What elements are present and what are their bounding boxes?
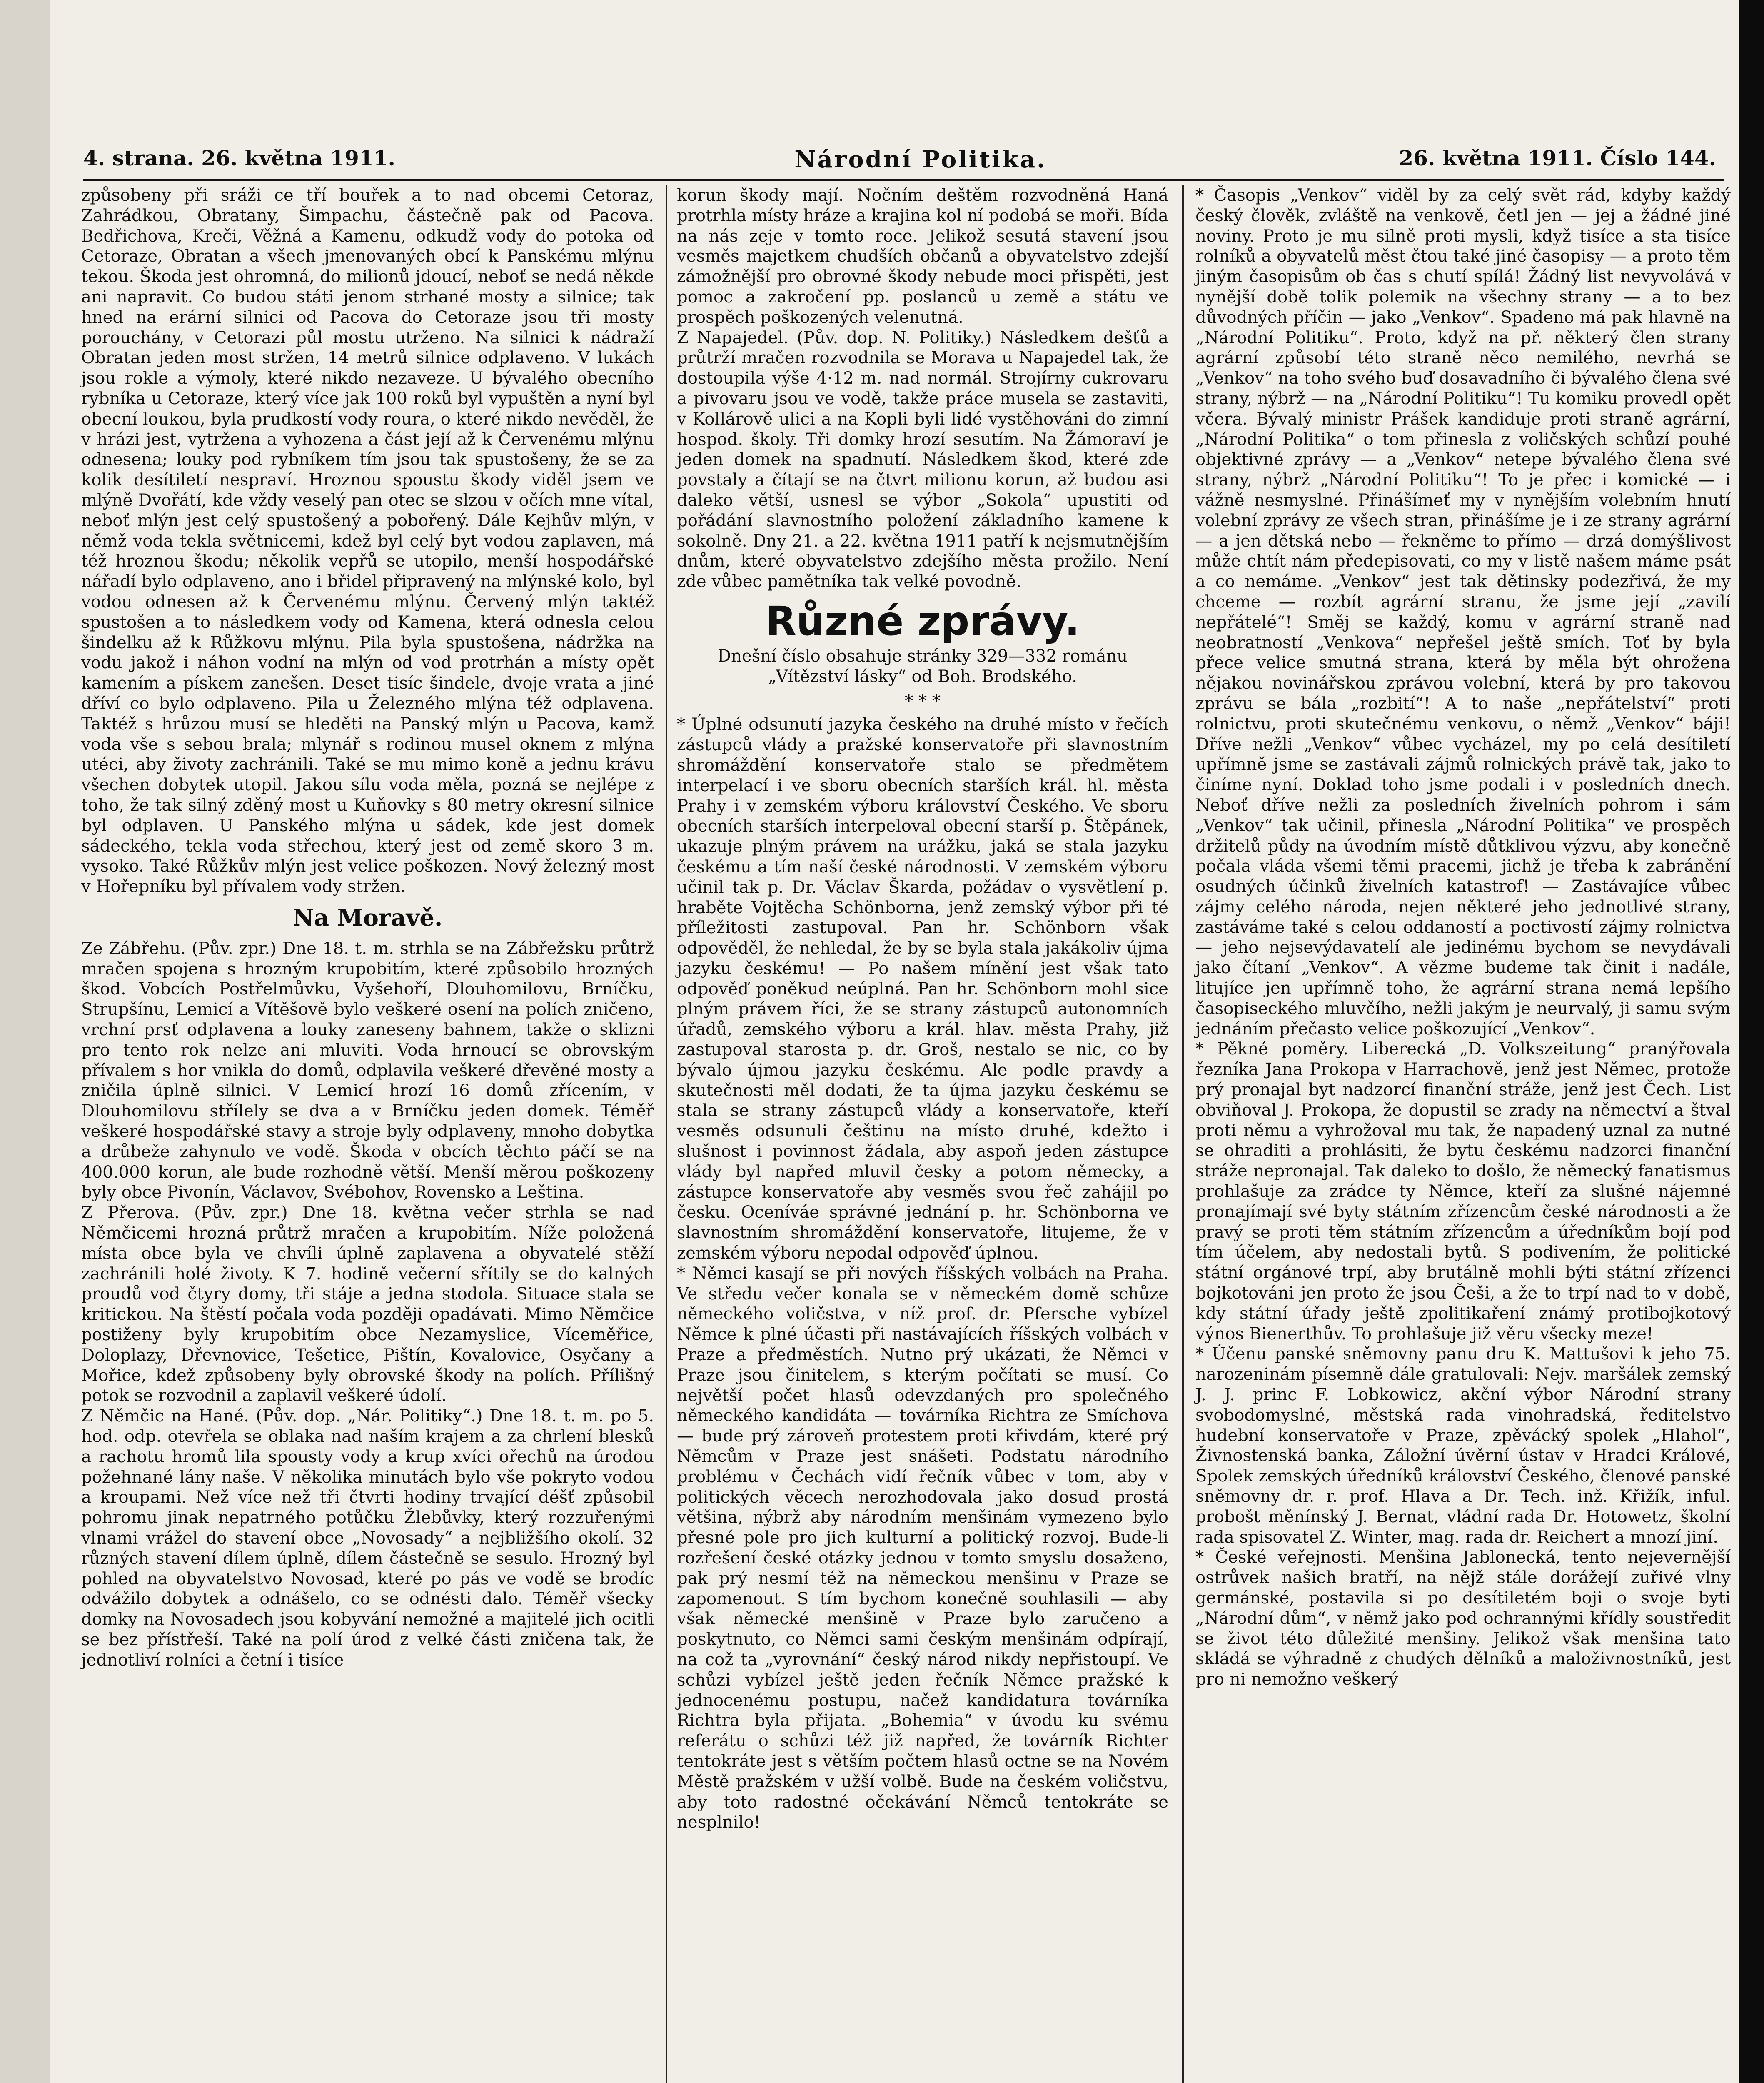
header-rule	[83, 179, 1724, 181]
page-number-date: 4. strana. 26. května 1911.	[83, 146, 395, 170]
article-paragraph: korun škody mají. Nočním deštěm rozvodněná Haná protrhla místy hráze a krajina kol ní podobá se moři. Bída na nás zeje v tomto roce. Jelikož sesutá stavení jsou vesměs majetkem chudších občanů a obyvatelstvo zdejší zámožnější pro obrovné škody nebude moci přispěti, jest pomoc a zakročení pp. poslanců u země a státu ve prospěch poškozených velenutná.	[677, 186, 1168, 327]
column-2	[677, 185, 1168, 1833]
separator-asterisks: * * *	[905, 691, 941, 711]
article-paragraph: * Úplné odsunutí jazyka českého na druhé místo v řečích zástupců vlády a pražské konservatoře při slavnostním shromáždění konservatoře stalo se předmětem interpelací i ve sboru obecních starších král. hl. města Prahy i v zemském výboru království Českého. Ve sboru obecních starších interpeloval obecní starší p. Štěpánek, ukazuje plným právem na urážku, jaká se stala jazyku českému a tím naší české národnosti. V zemském výboru učinil tak p. Dr. Václav Škarda, požádav o vysvětlení p. hraběte Vojtěcha Schönborna, jenž zemský výbor při té příležitosti zastupoval. Pan hr. Schönborn však odpověděl, že nehledal, že by se byla stala jakákoliv újma jazyku českému! — Po našem mínění jest však tato odpověď poněkud neúplná. Pan hr. Schönborn mohl sice plným právem říci, že se strany zástupců autonomních úřadů, zemského výboru a král. hlav. města Prahy, již zastupoval starosta p. dr. Groš, nestalo se nic, co by bývalo újmou jazyku českému. Ale podle pravdy a skutečnosti měl dodati, že ta újma jazyku českému se stala se strany zástupců vlády a konservatoře, kteří vesměs odsunuli češtinu na místo druhé, kdežto i slušnost i povinnost žádala, aby aspoň jeden zástupce vlády byl napřed mluvil česky a potom německy, a zástupce konservatoře aby vesměs svou řeč zahájil po česku. Oceníváe správné jednání p. hr. Schönborna ve slavnostním shromáždění konservatoře, litujeme, že v zemském výboru nepodal odpověď úplnou.	[677, 715, 1168, 1263]
issue-date-number: 26. května 1911. Číslo 144.	[1399, 146, 1716, 170]
article-paragraph: * Účenu panské sněmovny panu dru K. Mattušovi k jeho 75. narozeninám písemně dále gratulovali: Nejv. maršálek zemský J. J. princ F. Lobkowicz, akční výbor Národní strany svobodomyslné, městská rada vinohradská, ředitelstvo hudební konservatoře v Praze, zpěvácký spolek „Hlahol“, Živnostenská banka, Záložní úvěrní ústav v Hradci Králové, Spolek zemských úředníků království Českého, členové panské sněmovny dr. r. prof. Hlava a Dr. Tech. inž. Křižík, inful. probošt měnínský J. Bernat, vládní rada Dr. Hotowetz, školní rada spisovatel Z. Winter, mag. rada dr. Reichert a mnozí jiní.	[1195, 1344, 1731, 1547]
article-paragraph: způsobeny při sráži ce tří bouřek a to nad obcemi Cetoraz, Zahrádkou, Obratany, Šimpachu, částečně pak od Pacova. Bedřichova, Kreči, Věžná a Kamenu, odkudž vody do potoka od Cetoraze, Obratan a všech jmenovaných obcí k Panskému mlýnu tekou. Škoda jest ohromná, do milionů jdoucí, neboť se nedá někde ani napravit. Co budou státi jenom strhané mosty a silnice; tak hned na erární silnici od Pacova do Cetoraze jsou tři mosty porouchány, v Cetorazi půl mostu utrženo. Na silnici k nádraží Obratan jeden most stržen, 14 metrů silnice odplaveno. V lukách jsou rokle a výmoly, které nikdo nezaveze. U bývalého obecního rybníka u Cetoraze, který více jak 100 roků byl vypuštěn a nyní byl obecní loukou, byla prudkostí vody roura, o které nikdo nevěděl, že v hrázi jest, vytržena a vyhozena a část její až k Červenému mlýnu odnesena; louky pod rybníkem tím jsou tak spustošeny, že se za kolik desítiletí nespraví. Hroznou spoustu škody viděl jsem ve mlýně Dvořátí, kde vždy veselý pan otec se slzou v očích mne vítal, neboť mlýn jest celý spustošený a pobořený. Dále Kejhův mlýn, v němž voda tekla světnicemi, kdež byl celý byt vodou zaplaven, má též hroznou škodu; několik vepřů se utopilo, menší hospodářské nářadí bylo odplaveno, ano i břidel připravený na mlýnské kolo, byl vodou odnesen až k Červenému mlýnu. Červený mlýn taktéž spustošen a to následkem vody od Kamena, která odnesla celou šindelku až k Růžkovu mlýnu. Pila byla spustošena, nádržka na vodu jakož i náhon vodní na mlýn od vod protrhán a místy opět kamením a pískem zanešen. Deset tisíc šindele, dvoje vrata a jiné dříví co bylo odplaveno. Pila u Železného mlýna též odplavena. Taktéž s hrůzou musí se hleděti na Panský mlýn u Pacova, kamž voda vše s sebou brala; mlynář s rodinou musel oknem z mlýna utéci, aby životy zachránili. Také se mu mimo koně a jednu krávu všechen dobytek utopil. Jakou sílu voda měla, pozná se nejlépe z toho, že tak silný zděný most u Kuňovky s 80 metry okresní silnice byl odplaven. U Panského mlýna u sádek, kde jest domek sádeckého, tekla voda střechou, který jest od země skoro 3 m. vysoko. Také Růžkův mlýn jest velice poškozen. Nový železný most v Hořepníku byl přívalem vody stržen.	[81, 186, 654, 897]
article-paragraph: * Časopis „Venkov“ viděl by za celý svět rád, kdyby každý český člověk, zvláště na venkově, četl jen — jej a žádné jiné noviny. Proto je mu silně proti mysli, když tisíce a sta tisíce rolníků a obyvatelů měst čtou také jiné časopisy — a proto těm jiným časopisům ob čas s chutí spílá! Žádný list nevyvolává v nynější době tolik polemik na všechny strany — a to bez důvodných příčin — jako „Venkov“. Spadeno má pak hlavně na „Národní Politiku“. Proto, když na př. některý člen strany agrární způsobí této straně něco nemilého, nevrhá se „Venkov“ na toho svého buď dosavadního či bývalého člena své strany, nýbrž — na „Národní Politiku“! Tu komiku provedl opět včera. Bývalý ministr Prášek kandiduje proti straně agrární, „Národní Politika“ o tom přinesla z voličských schůzí pouhé objektivné zprávy — a „Venkov“ netepe bývalého člena své strany, nýbrž „Národní Politiku“! To je přec i komické — i vážně nesmyslné. Přinášímeť my v nynějším volebním hnutí volební zprávy ze všech stran, přinášíme je i ze strany agrární — a jen dětská nebo — řekněme to přímo — drzá domýšlivost může chtít nám předepisovati, co my v listě našem máme psát a co nemáme. „Venkov“ jest tak dětinsky podezřivá, že my chceme — rozbít agrární stranu, že jsme její „zavilí nepřátelé“! Směj se každý, komu v agrární straně nad neobratností „Venkova“ nepřešel ještě smích. Toť by byla přece velice smutná strana, která by měla být ohrožena nějakou novinářskou zprávou volební, která by pro takovou zprávu se bála „rozbití“! A to naše „nepřátelství“ proti rolnictvu, proti skutečnému venkovu, o němž „Venkov“ báji! Dříve nežli „Venkov“ vůbec vycházel, my po celá desítiletí upřímně jsme se zastávali zájmů rolnických právě tak, jako to činíme nyní. Doklad toho jsme podali i v posledních dnech. Neboť dříve nežli za posledních živelních pohrom i sám „Venkov“ tak učinil, přinesla „Národní Politika“ ve prospěch držitelů půdy na úvodním místě důtklivou výzvu, aby konečně počala vláda všemi těmi pracemi, jichž je třeba k zabránění osudných účinků živelních katastrof! — Zastávajíce vůbec zájmy celého národa, nejen některé jeho jednotlivé strany, zastáváme také s celou oddaností a poctivostí zájmy rolnictva — jeho nejsevýdavatelí ale jedinému bychom se nevydávali jako čítaní „Venkov“. A vězme budeme tak činit i nadále, litujíce jen upřímně toho, že agrární strana nemá lepšího časopiseckého mluvčího, nežli jakým je neurvalý, ji samu svým jednáním přečasto velice poškozující „Venkov“.	[1195, 186, 1731, 1039]
column-divider	[1182, 185, 1184, 2083]
page-header	[83, 146, 1716, 183]
article-paragraph: * Pěkné poměry. Liberecká „D. Volkszeitung“ pranýřovala řezníka Jana Prokopa v Harrachově, jenž jest Němec, protože prý pronajal byt nadzorcí finanční stráže, jenž jest Čech. List obviňoval J. Prokopa, že dopustil se zrady na němectví a štval proti němu a vyhrožoval mu tak, že napadený uznal za nutné se ohraditi a prohlásiti, že bytu českému nadzorci finanční stráže nepronajal. Tak daleko to došlo, že německý fanatismus prohlašuje za zrádce ty Němce, kteří za slušné nájemné pronajímají své byty státním zřízencům české národnosti a že pravý se proti těm státním zřízencům a úředníkům bojí pod tím účelem, aby nedostali bytů. S podivením, že politické státní orgánové trpí, aby brutálně mohli býti státní zřízenci bojkotováni jen proto že jsou Češi, a že to trpí nad to v době, kdy státní úřady ještě zpolitikaření známý protibojkotový výnos Bienerthův. To prohlašuje již věru všecky meze!	[1195, 1039, 1731, 1344]
scan-edge-left	[0, 0, 50, 2083]
column-divider	[666, 185, 667, 2083]
column-3	[1195, 185, 1731, 1690]
scan-edge-right	[1739, 0, 1764, 2083]
masthead-title: Národní Politika.	[794, 146, 1047, 173]
article-paragraph: * Němci kasají se při nových říšských volbách na Praha. Ve středu večer konala se v německém domě schůze německého voličstva, v níž prof. dr. Pfersche vybízel Němce k plné účasti při nastávajících říšských volbách v Praze a předměstích. Nutno prý ukázati, že Němci v Praze jsou činitelem, s kterým počítati se musí. Co největší počet hlasů odevzdaných pro společného německého kandidáta — továrníka Richtra ze Smíchova — bude prý zároveň protestem proti křivdám, které prý Němcům v Praze jest snášeti. Podstatu národního problému v Čechách vidí řečník vůbec v tom, aby v politických věcech nerozhodovala jako dosud prostá většina, nýbrž aby národním menšinám vymezeno bylo přesné pole pro jich kulturní a politický rozvoj. Bude-li rozřešení české otázky jednou v tomto smyslu dosaženo, pak prý nesmí též na německou menšinu v Praze se zapomenout. S tím bychom konečně souhlasili — aby však německé menšině v Praze bylo zaručeno a poskytnuto, co Němci sami českým menšinám odpírají, na což ta „vyrovnání“ český národ nikdy nepřistoupí. Ve schůzi vybízel ještě jeden řečník Němce pražské k jednocenému postupu, načež kandidatura továrníka Richtra byla přijata. „Bohemia“ v úvodu ku svému referátu o schůzi též již napřed, že továrník Richter tentokráte jest s větším počtem hlasů octne se na Novém Městě pražském v užší volbě. Bude na českém voličstvu, aby toto radostné očekávání Němců tentokráte se nesplnilo!	[677, 1264, 1168, 1832]
article-paragraph: Ze Zábřehu. (Pův. zpr.) Dne 18. t. m. strhla se na Zábřežsku průtrž mračen spojena s hrozným krupobitím, které způsobilo hrozných škod. Vobcích Postřelmůvku, Vyšehoří, Dlouhomilovu, Brníčku, Strupšínu, Lemicí a Vítěšově bylo veškeré osení na polích zničeno, vrchní prsť odplavena a louky zaneseny bahnem, takže o sklizni pro tento rok nelze ani mluviti. Voda hrnoucí se obrovským přívalem s hor vnikla do domů, odplavila veškeré dřevěné mosty a zničila úplně silnici. V Lemicí hrozí 16 domů zřícením, v Dlouhomilovu střílely se dva a v Brníčku jeden domek. Téměř veškeré hospodářské stavy a stroje byly odplaveny, mnoho dobytka a drůbeže zahynulo ve vodě. Škoda v obcích těchto páčí se na 400.000 korun, ale bude rozhodně větší. Menší měrou poškozeny byly obce Pivonín, Václavov, Svébohov, Rovensko a Leština.	[81, 939, 654, 1202]
section-intro: Dnešní číslo obsahuje stránky 329—332 románu „Vítězství lásky“ od Boh. Brodského.	[717, 646, 1128, 686]
article-paragraph: Z Němčic na Hané. (Pův. dop. „Nár. Politiky“.) Dne 18. t. m. po 5. hod. odp. otevřela se oblaka nad naším krajem a za chrlení blesků a rachotu hromů lila spousty vody a krup xvíci ořechů na úrodou požehnané lány naše. V několika minutách bylo vše pokryto vodou a kroupami. Než více než tři čtvrti hodiny trvající déšť způsobil pohromu jinak nepatrného potůčku Žlebůvky, který rozzuřenými vlnami vrážel do stavení obce „Novosady“ a nejbližšího okolí. 32 různých stavení dílem úplně, dílem částečně se sesulo. Hrozný byl pohled na obyvatelstvo Novosad, které po pás ve vodě se brodíc odvážilo dobytek a odnášelo, co se odnésti dalo. Téměř všecky domky na Novosadech jsou kobyvání nemožné a majitelé jich ocitli se bez přístřeší. Také na polí úrod z velké části zničena tak, že jednotliví rolníci a četní i tisíce	[81, 1406, 654, 1670]
article-paragraph: Z Napajedel. (Pův. dop. N. Politiky.) Následkem dešťů a průtrží mračen rozvodnila se Morava u Napajedel tak, že dostoupila výše 4·12 m. nad normál. Strojírny cukrovaru a pivovaru jsou ve vodě, takže práce musela se zastaviti, v Kollárově ulici a na Kopli byli lidé vystěhováni do zimní hospod. školy. Tři domky hrozí sesutím. Na Žámoraví je jeden domek na spadnutí. Následkem škod, které zde povstaly a čítají se na čtvrt milionu korun, až budou asi daleko větší, usnesl se výbor „Sokola“ upustiti od pořádání slavnostního položení základního kamene k sokolně. Dny 21. a 22. května 1911 patří k nejsmutnějším dnům, které obyvatelstvo zdejšího města prožilo. Není zde vůbec pamětníka tak velké povodně.	[677, 328, 1168, 592]
article-paragraph: * České veřejnosti. Menšina Jablonecká, tento nejevernější ostrůvek našich bratří, na nějž stále dorážejí zuřivé vlny germánské, postavila si po desítiletém boji o svoje byti „Národní dům“, v němž jako pod ochrannými křídly soustředit se život této důležité menšiny. Jelikož však menšina tato skládá se výhradně z chudých dělníků a maloživnostníků, jest pro ni nemožno veškerý	[1195, 1548, 1731, 1689]
section-heading: Na Moravě.	[292, 904, 443, 932]
column-1	[81, 185, 654, 1671]
section-heading: Různé zprávy.	[765, 597, 1080, 644]
article-paragraph: Z Přerova. (Pův. zpr.) Dne 18. května večer strhla se nad Němčicemi hrozná průtrž mračen a krupobitím. Níže položená místa obce byla ve chvíli úplně zaplavena a obyvatelé stěží zachránili holé životy. K 7. hodině večerní sřítily se do kalných proudů vod čtyry domy, tři stáje a jedna stodola. Situace stala se kritickou. Na štěstí počala voda později opadávati. Mimo Němčice postiženy byly krupobitím obce Nezamyslice, Víceměřice, Doloplazy, Dřevnovice, Tešetice, Pištín, Kovalovice, Osyčany a Mořice, kdež způsobeny byly obrovské škody na polích. Přílišný potok se rozvodnil a zaplavil veškeré údolí.	[81, 1203, 654, 1406]
